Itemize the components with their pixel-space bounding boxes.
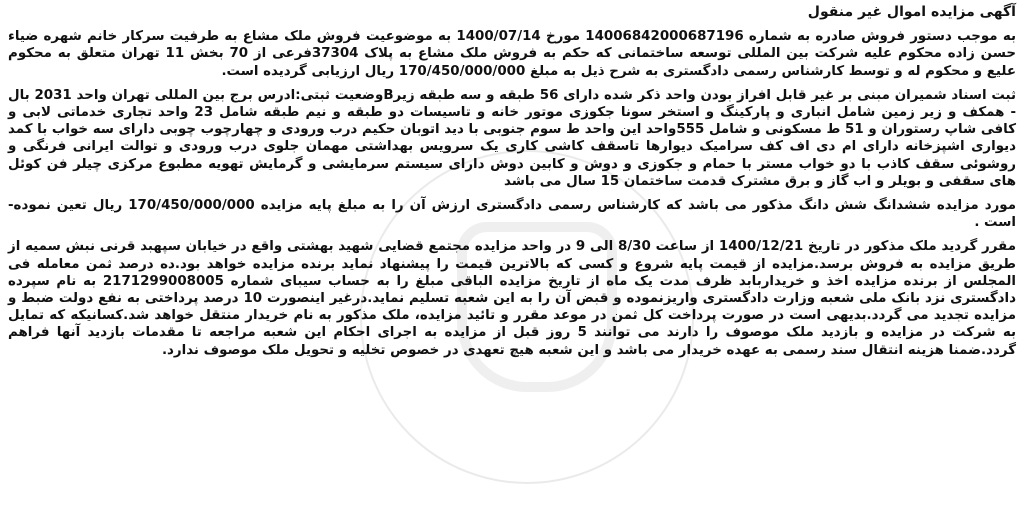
paragraph-base-price: مورد مزایده ششدانگ شش دانگ مذکور می باشد که کارشناس رسمی دادگستری ارزش آن را به مبلغ پایه مزایده 170/450/000/000 ریال تعین نموده-است .	[8, 198, 1016, 231]
auction-notice	[8, 4, 1016, 501]
paragraph-property-description: ثبت اسناد شمیران مبنی بر غیر قابل افراز بودن واحد ذکر شده دارای 56 طبقه و سه طبقه زیرBوضعیت ثبتی:ادرس برج بین المللی تهران واحد 2031 بال - همکف و زیر زمین شامل انباری و پارکینگ و استخر سونا جکوزی موتور خانه و تاسیسات دو طبقه و نیم طبقه شامل 23 واحد تجاری خدماتی لابی و کافی شاپ رستوران و 51 ط مسکونی و شامل 555واحد این واحد ط سوم جنوبی با دید اتوبان حکیم درب ورودی و چهارچوب چوبی دارای سه خواب با کمد دیواری اشپزخانه دارای ام دی اف کف سرامیک دیوارها تاسقف کاشی کاری یک سرویس بهداشتی مهمان جلوی درب ورودی و توالت ایرانی فرنگی و روشوئی سقف کاذب با دو خواب مستر با حمام و جکوزی و دوش و کابین دوش دارای سیستم سرمایشی و گرمایش تهویه مطبوع مرکزی چیلر فن کوئل های سقفی و بویلر و اب گاز و برق مشترک قدمت ساختمان 15 سال می باشد	[8, 87, 1017, 189]
paragraph-sale-order: به موجب دستور فروش صادره به شماره 14006842000687196 مورخ 1400/07/14 به موضوعیت فروش ملک مشاع به طرفیت سرکار خانم شهره ضیاء حسن زاده محکوم علیه شرکت بین المللی توسعه ساختمانی که حکم به فروش ملک مشاع به پلاک 37304فرعی از 70 بخش 11 تهران متعلق به محکوم علیع و محکوم له و توسط کارشناس رسمی دادگستری به شرح ذیل به مبلغ 170/450/000/000 ریال ارزیابی گردیده است.	[8, 29, 1017, 79]
paragraph-auction-terms: مقرر گردید ملک مذکور در تاریخ 1400/12/21 از ساعت 8/30 الی 9 در واحد مزایده مجتمع قضایی شهید بهشتی واقع در خیابان سپهبد قرنی نبش سمیه از طریق مزایده به فروش برسد.مزایده از قیمت پایه شروع و کسی که بالاترین قیمت را پیشنهاد نماید برنده مزایده خواهد بود.ده درصد ثمن معامله فی المجلس از برنده مزایده اخذ و خریداربابد ظرف مدت یک ماه از تاریخ مزایده الباقی مبلغ را به حساب سیبای شماره 2171299008005 به نام سپرده دادگستری نزد بانک ملی شعبه وزارت دادگستری واریزنموده و قبض آن را به این شعبه تسلیم نماید.درغیر اینصورت 10 درصد پرداختی به نفع دولت ضبط و مزایده تجدید می گردد.بدیهی است در صورت پرداخت کل ثمن در موعد مقرر و تائید مزایده، ملک مذکور به نام خریدار منتقل خواهد شد.کسانیکه که تمایل به شرکت در مزایده و بازدید ملک موصوف را دارند می توانند 5 روز قبل از مزایده به اجرای احکام این شعبه مراجعه تا مقدمات بازدید آنها فراهم گردد.ضمنا هزینه انتقال سند رسمی به عهده خریدار می باشد و این شعبه هیچ تعهدی در خصوص تخلیه و تحویل ملک موصوف ندارد.	[8, 239, 1016, 358]
notice-title: آگهی مزایده اموال غیر منقول	[807, 4, 1016, 20]
